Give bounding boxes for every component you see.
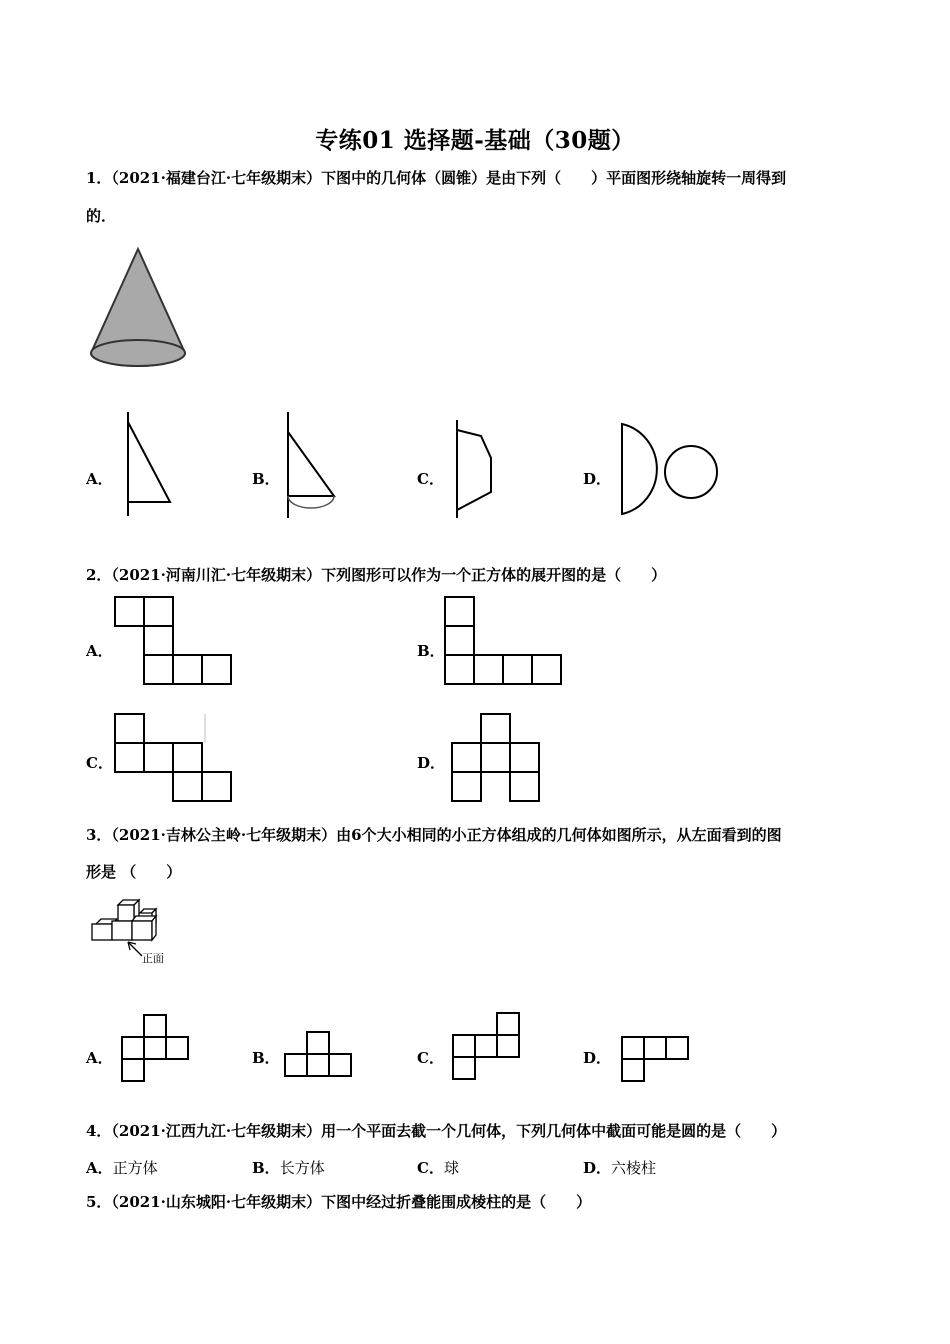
q4-option-a [86, 1157, 158, 1178]
q3-option-a-view [120, 1013, 196, 1085]
q2-option-a-label: A． [86, 642, 113, 660]
q4-option-b-text: 长方体 [279, 1159, 325, 1177]
question-1-text: 1．（2021·福建台江·七年级期末）下图中的几何体（圆锥）是由下列（ ）平面图形绕轴旋转一周得到 [86, 169, 787, 187]
q3-option-c-label: C． [417, 1049, 444, 1067]
q1-option-c-figure [445, 418, 505, 522]
q3-option-a-label: A． [86, 1049, 113, 1067]
q1-option-b-figure [278, 410, 348, 522]
q2-option-a-net [113, 595, 237, 689]
q3-option-b-view [283, 1030, 357, 1082]
q4-option-d-letter: D． [583, 1159, 612, 1177]
cone-figure [88, 245, 188, 375]
q4-option-a-text: 正方体 [112, 1159, 158, 1177]
question-3-text-cont: 形是 （ ） [86, 863, 182, 881]
q4-option-c-text: 球 [443, 1159, 459, 1177]
q1-option-a-label: A． [86, 470, 113, 488]
q4-option-a-letter: A． [86, 1159, 113, 1177]
q2-option-d-label: D． [417, 754, 446, 772]
q4-option-b [252, 1157, 325, 1178]
q4-option-b-letter: B． [252, 1159, 280, 1177]
question-3-text: 3．（2021·吉林公主岭·七年级期末）由6个大小相同的小正方体组成的几何体如图所示，从左面看到的图 [86, 826, 782, 844]
question-1-text-cont: 的． [86, 207, 117, 225]
q4-option-c [417, 1157, 459, 1178]
q3-option-b-label: B． [252, 1049, 280, 1067]
q3-option-c-view [451, 1011, 525, 1085]
q2-option-d-net [450, 712, 544, 806]
q1-option-d-label: D． [583, 470, 612, 488]
q2-option-c-label: C． [86, 754, 113, 772]
q1-option-c-label: C． [417, 470, 444, 488]
q2-option-b-net [443, 595, 567, 689]
q2-option-b-label: B． [417, 642, 445, 660]
q2-option-c-net [113, 712, 237, 806]
question-5-text: 5．（2021·山东城阳·七年级期末）下图中经过折叠能围成棱柱的是（ ） [86, 1193, 592, 1211]
q3-option-d-label: D． [583, 1049, 612, 1067]
q4-option-d [583, 1157, 656, 1178]
q4-option-c-letter: C． [417, 1159, 444, 1177]
q1-option-d-figure [618, 420, 722, 520]
q3-option-d-view [620, 1035, 694, 1087]
front-label: 正面 [142, 952, 164, 965]
question-2-text: 2．（2021·河南川汇·七年级期末）下列图形可以作为一个正方体的展开图的是（ ） [86, 566, 667, 584]
question-4-text: 4．（2021·江西九江·七年级期末）用一个平面去截一个几何体，下列几何体中截面可能是圆的是（ ） [86, 1122, 787, 1140]
q1-option-b-label: B． [252, 470, 280, 488]
page-title: 专练01 选择题-基础（30题） [315, 127, 635, 154]
q4-option-d-text: 六棱柱 [611, 1159, 657, 1177]
q1-option-a-figure [112, 410, 182, 520]
